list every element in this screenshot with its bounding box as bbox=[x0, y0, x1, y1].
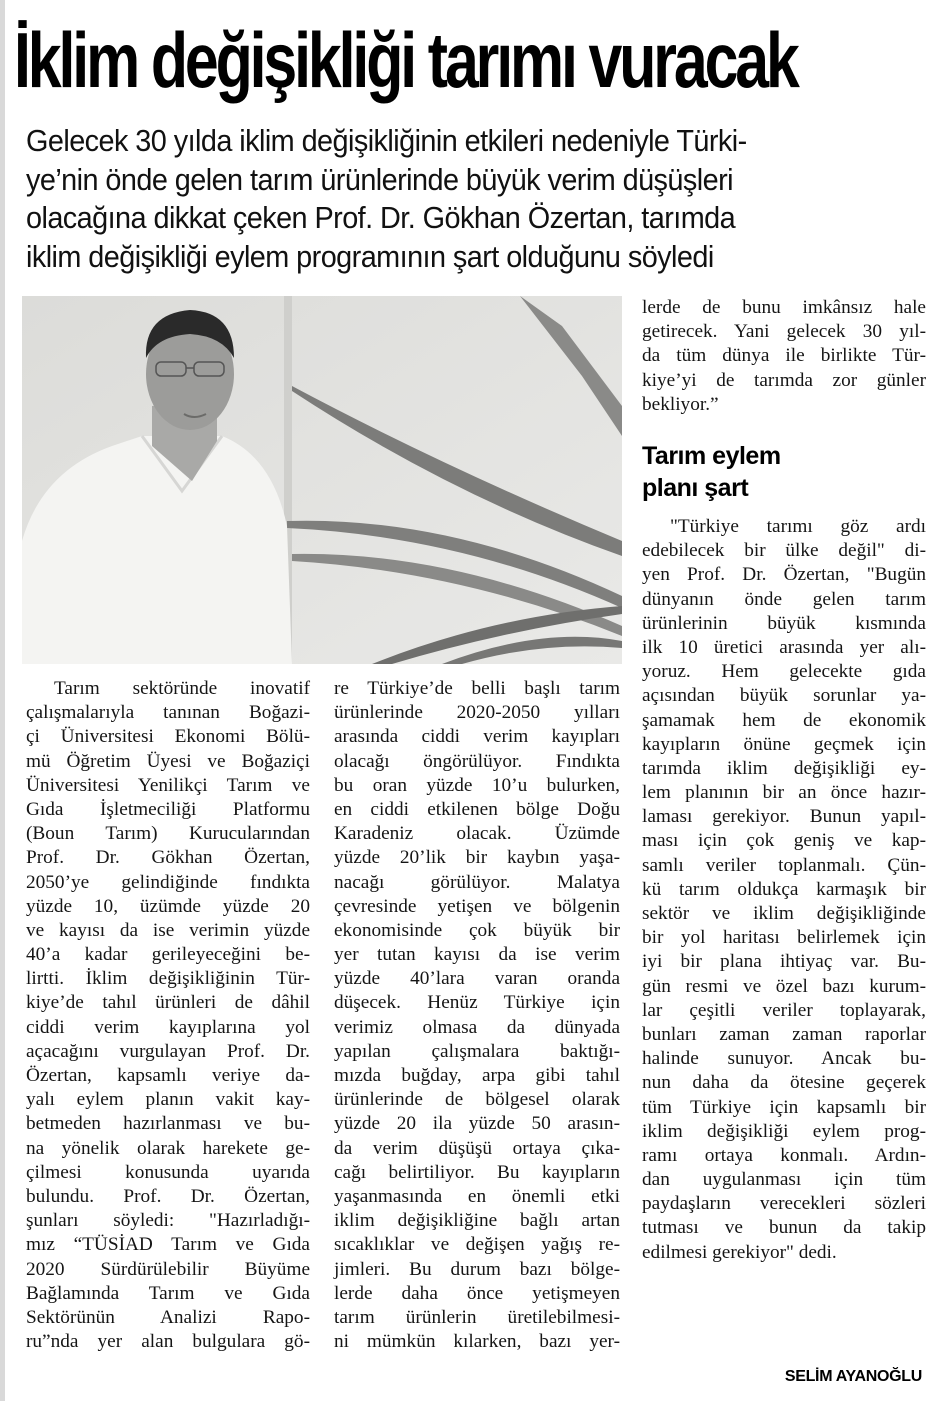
text-line: getirecek. Yani gelecek 30 yıl- bbox=[642, 321, 926, 343]
subheading-line: planı şart bbox=[642, 474, 749, 502]
text-line: ciddi verim kayıplarına yol bbox=[26, 1016, 310, 1038]
text-line: yüzde 40’lara varan oranda bbox=[334, 968, 620, 990]
text-line: arasında ciddi verim kayıpları bbox=[334, 726, 620, 748]
text-line: çi Üniversitesi Ekonomi Bölü- bbox=[26, 726, 310, 748]
article-column-3-top bbox=[642, 296, 926, 417]
text-line: ramı ortaya konmalı. Ardın- bbox=[642, 1144, 926, 1166]
text-line: lem planının bir an önce hazır- bbox=[642, 782, 926, 804]
text-line: ni mümkün kılarken, bazı yer- bbox=[334, 1331, 620, 1353]
text-line: kayıpların önüne geçmek için bbox=[642, 733, 926, 755]
text-line: samlı veriler toplanmalı. Çün- bbox=[642, 854, 926, 876]
text-line: Bağlamında Tarım ve Gıda bbox=[26, 1282, 310, 1304]
text-line: da tüm dünya ile birlikte Tür- bbox=[642, 345, 926, 367]
text-line: ürünlerinde de bölgesel olarak bbox=[334, 1089, 620, 1111]
text-line: sektör ve iklim değişikliğinde bbox=[642, 903, 926, 924]
text-line: düşecek. Henüz Türkiye için bbox=[334, 992, 620, 1014]
text-line: ürünlerinin büyük kısmında bbox=[642, 612, 926, 634]
text-line: yoruz. Hem gelecekte gıda bbox=[642, 661, 926, 683]
headline: İklim değişikliği tarımı vuracak bbox=[14, 16, 797, 104]
text-line: jimleri. Bu durum bazı bölge- bbox=[334, 1258, 620, 1280]
text-line: kü tarım oldukça karmaşık bir bbox=[642, 878, 926, 900]
text-line: gün resmi ve özel bazı kurum- bbox=[642, 975, 926, 997]
text-line: ilk 10 üretici arasında yer alı- bbox=[642, 636, 926, 658]
portrait-photo-illustration bbox=[22, 296, 622, 664]
text-line: kiye’yi de tarımda zor günler bbox=[642, 369, 926, 391]
lede-line: iklim değişikliği eylem programının şart olduğunu söyledi bbox=[26, 238, 714, 274]
text-line: mü Öğretim Üyesi ve Boğaziçi bbox=[26, 750, 310, 772]
text-line: ru”nda yer alan bulgulara gö- bbox=[26, 1331, 310, 1353]
text-line: re Türkiye’de belli başlı tarım bbox=[334, 678, 620, 699]
text-line: en ciddi etkilenen bölge Doğu bbox=[334, 798, 620, 820]
text-line: yalı eylem planın vakit kay- bbox=[26, 1089, 310, 1111]
text-line: tarım ürünlerin üretilebilmesi- bbox=[334, 1306, 620, 1328]
text-line: bir yol haritası belirlemek için bbox=[642, 927, 926, 949]
text-line: ürünlerinde 2020-2050 yılları bbox=[334, 702, 620, 724]
lede-line: olacağına dikkat çeken Prof. Dr. Gökhan Özertan, tarımda bbox=[26, 200, 736, 235]
text-line: Prof. Dr. Gökhan Özertan, bbox=[26, 847, 310, 869]
text-line: Sektörünün Analizi Rapo- bbox=[26, 1306, 310, 1328]
text-line: iyi bir plana ihtiyaç var. Bu- bbox=[642, 951, 926, 973]
text-line: yüzde 20’lik bir kaybın yaşa- bbox=[334, 847, 620, 869]
text-line: yüzde 20 ila yüzde 50 arasın- bbox=[334, 1113, 620, 1135]
article-column-2 bbox=[334, 677, 620, 1354]
text-line: ekonomisinde çok büyük bir bbox=[334, 919, 620, 941]
text-line: verimiz olmasa da dünyada bbox=[334, 1016, 620, 1038]
text-line: yapılan çalışmalara baktığı- bbox=[334, 1040, 620, 1062]
text-line: yen Prof. Dr. Özertan, "Bugün bbox=[642, 564, 926, 586]
text-line: da verim düşüşü ortaya çıka- bbox=[334, 1137, 620, 1159]
text-line: 2020 Sürdürülebilir Büyüme bbox=[26, 1258, 310, 1280]
text-line: halinde sunuyor. Ancak bu- bbox=[642, 1048, 926, 1070]
text-line: nacağı görülüyor. Malatya bbox=[334, 871, 620, 893]
text-line: na yönelik olarak harekete ge- bbox=[26, 1137, 310, 1159]
text-line: Özertan, kapsamlı veriye da- bbox=[26, 1065, 310, 1086]
text-line: mız “TÜSİAD Tarım ve Gıda bbox=[26, 1234, 310, 1256]
text-line: tarımda iklim değişikliği ey- bbox=[642, 757, 926, 779]
article-column-1 bbox=[26, 677, 310, 1354]
article-column-3 bbox=[642, 515, 926, 1265]
text-line: kiye’de tahıl ürünleri de dâhil bbox=[26, 992, 310, 1014]
text-line: lirtti. İklim değişikliğinin Tür- bbox=[26, 968, 310, 990]
portrait-photo bbox=[22, 296, 622, 664]
text-line: laması gerekiyor. Bunun yapıl- bbox=[642, 806, 926, 828]
text-line: mızda buğday, arpa gibi tahıl bbox=[334, 1065, 620, 1086]
lede-line: ye’nin önde gelen tarım ürünlerinde büyük verim düşüşleri bbox=[26, 161, 733, 197]
text-line: lerde daha önce yetişmeyen bbox=[334, 1282, 620, 1304]
text-line: dan uygulanması için tüm bbox=[642, 1169, 926, 1191]
text-line: lar çeşitli veriler toplayarak, bbox=[642, 999, 926, 1021]
byline: SELİM AYANOĞLU bbox=[784, 1368, 922, 1385]
lede-line: Gelecek 30 yılda iklim değişikliğinin etkileri nedeniyle Türki- bbox=[26, 123, 747, 158]
text-line: sıcaklıklar ve değişen yağış re- bbox=[334, 1234, 620, 1256]
text-line: yer tutan kayısı da ise verim bbox=[334, 944, 620, 966]
text-line: (Boun Tarım) Kurucularından bbox=[26, 823, 310, 845]
text-line: tutması ve bunun da takip bbox=[642, 1217, 926, 1239]
text-line: bekliyor.” bbox=[642, 393, 719, 415]
text-line: çilmesi konusunda uyarıda bbox=[26, 1161, 310, 1183]
text-line: Karadeniz olacak. Üzümde bbox=[334, 823, 620, 845]
text-line: iklim değişikliği eylem prog- bbox=[642, 1120, 926, 1142]
text-line: Gıda İşletmeciliği Platformu bbox=[26, 798, 310, 820]
text-line: olacağı öngörülüyor. Fındıkta bbox=[334, 750, 620, 772]
text-line: yaşanmasında en önemli etki bbox=[334, 1185, 620, 1207]
text-line: açacağını vurgulayan Prof. Dr. bbox=[26, 1040, 310, 1062]
text-line: cağı belirtiliyor. Bu kayıpların bbox=[334, 1161, 620, 1183]
text-line: edilmesi gerekiyor" dedi. bbox=[642, 1241, 837, 1263]
text-line: açısından büyük sorunlar ya- bbox=[642, 685, 926, 707]
text-line: betmeden hazırlanması ve bu- bbox=[26, 1113, 310, 1135]
text-line: çalışmalarıyla tanınan Boğazi- bbox=[26, 702, 310, 724]
text-line: paydaşların verecekleri sözleri bbox=[642, 1193, 926, 1215]
page-edge-rule bbox=[0, 0, 5, 1401]
text-line: edebilecek bir ülke değil" di- bbox=[642, 540, 926, 562]
text-line: Tarım sektöründe inovatif bbox=[54, 678, 310, 699]
text-line: 2050’ye gelindiğinde fındıkta bbox=[26, 871, 310, 893]
text-line: ve kayısı da ise verimin yüzde bbox=[26, 919, 310, 941]
text-line: ması için çok geniş ve kap- bbox=[642, 830, 926, 852]
text-line: nun daha da ötesine geçerek bbox=[642, 1072, 926, 1094]
subheading bbox=[642, 440, 926, 504]
text-line: çevresinde yetişen ve bölgenin bbox=[334, 895, 620, 917]
text-line: iklim değişikliğine bağlı artan bbox=[334, 1210, 620, 1232]
text-line: lerde de bunu imkânsız hale bbox=[642, 297, 926, 318]
text-line: bunları zaman zaman raporlar bbox=[642, 1023, 926, 1045]
text-line: dünyanın önde gelen tarım bbox=[642, 588, 926, 610]
subheading-line: Tarım eylem bbox=[642, 442, 781, 470]
lede bbox=[26, 122, 926, 276]
text-line: şunları söyledi: "Hazırladığı- bbox=[26, 1210, 310, 1232]
text-line: şamamak hem de ekonomik bbox=[642, 709, 926, 731]
text-line: tüm Türkiye için kapsamlı bir bbox=[642, 1096, 926, 1118]
text-line: bulundu. Prof. Dr. Özertan, bbox=[26, 1185, 310, 1207]
text-line: 40’a kadar gerileyeceğini be- bbox=[26, 944, 310, 966]
text-line: bu oran yüzde 10’u bulurken, bbox=[334, 774, 620, 796]
text-line: Üniversitesi Yenilikçi Tarım ve bbox=[26, 774, 310, 796]
text-line: "Türkiye tarımı göz ardı bbox=[670, 516, 926, 537]
text-line: yüzde 10, üzümde yüzde 20 bbox=[26, 895, 310, 917]
